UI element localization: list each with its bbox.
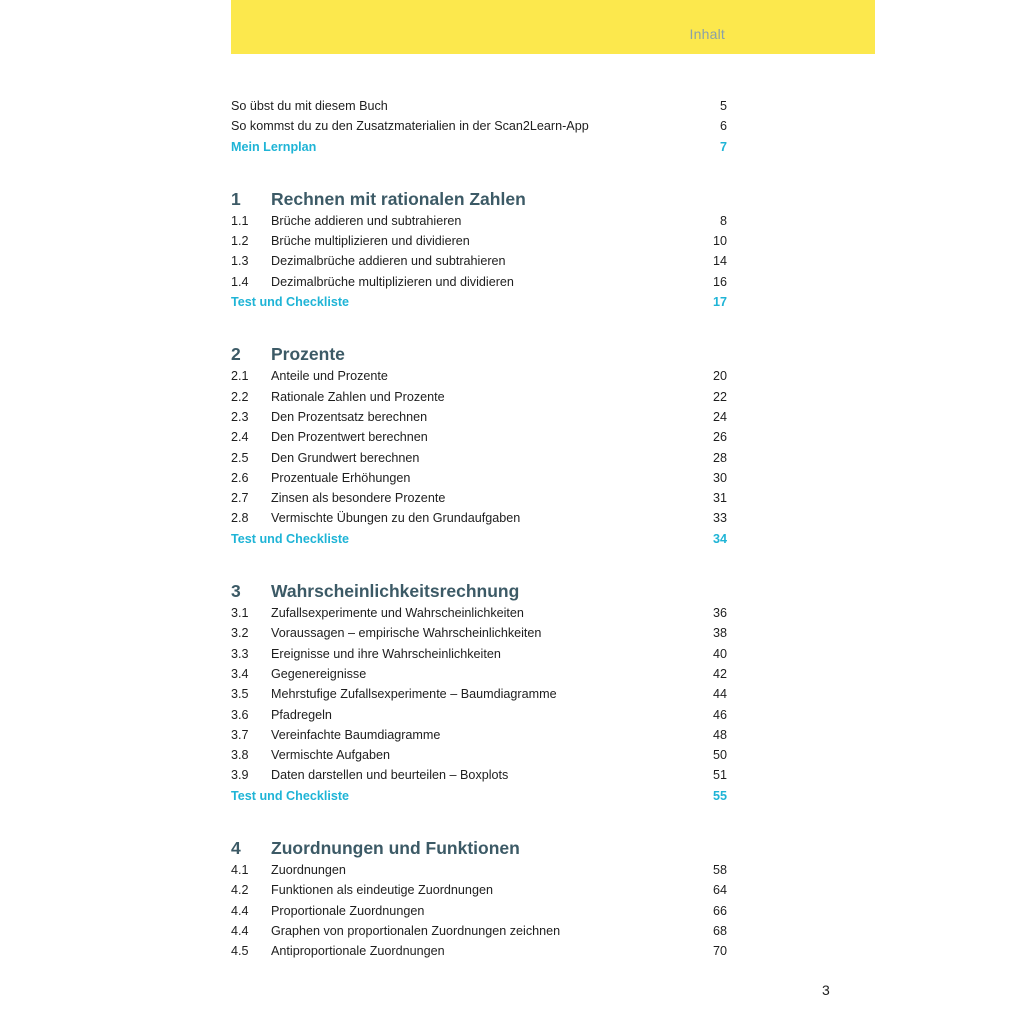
toc-entry-page: 14 xyxy=(712,254,727,269)
toc-entry-number: 3.2 xyxy=(231,626,249,641)
toc-entry-page: 16 xyxy=(712,274,727,289)
toc-entry-title: Dezimalbrüche multiplizieren und dividieren xyxy=(271,274,514,289)
toc-entry-number: 4.2 xyxy=(231,883,249,898)
toc-entry-page: 31 xyxy=(712,491,727,506)
toc-entry-number: 4.1 xyxy=(231,863,249,878)
toc-entry-page: 64 xyxy=(712,883,727,898)
toc-entry-number: 2.8 xyxy=(231,511,249,526)
toc-entry-number: 2.3 xyxy=(231,409,249,424)
toc-entry-number: 4.4 xyxy=(231,923,249,938)
toc-entry-page: 44 xyxy=(712,687,727,702)
toc-entry-title: Zufallsexperimente und Wahrscheinlichkeiten xyxy=(271,606,524,621)
chapter-number: 2 xyxy=(231,344,241,365)
chapter-heading[interactable] xyxy=(231,342,727,366)
toc-intro-row-lernplan[interactable] xyxy=(231,137,727,157)
header-band xyxy=(231,0,875,54)
toc-entry[interactable] xyxy=(231,427,727,447)
toc-entry[interactable] xyxy=(231,448,727,468)
toc-entry-page: 22 xyxy=(712,389,727,404)
toc-entry[interactable] xyxy=(231,251,727,271)
toc-entry[interactable] xyxy=(231,603,727,623)
toc-entry-title: Gegenereignisse xyxy=(271,666,367,681)
toc-entry-page: 48 xyxy=(712,727,727,742)
toc-intro-row[interactable] xyxy=(231,116,727,136)
toc-entry-title: Mehrstufige Zufallsexperimente – Baumdiagramme xyxy=(271,687,557,702)
toc-entry[interactable] xyxy=(231,231,727,251)
toc-entry-page: 6 xyxy=(719,119,727,134)
toc-entry-title: Test und Checkliste xyxy=(231,788,350,803)
toc-entry-title: Den Prozentsatz berechnen xyxy=(271,409,428,424)
toc-entry-page: 36 xyxy=(712,606,727,621)
toc-entry-title: Mein Lernplan xyxy=(231,139,317,154)
toc-entry-number: 1.4 xyxy=(231,274,249,289)
toc-entry-page: 17 xyxy=(712,295,727,310)
toc-entry-number: 2.5 xyxy=(231,450,249,465)
toc-entry[interactable] xyxy=(231,366,727,386)
toc-entry-title: Pfadregeln xyxy=(271,707,332,722)
toc-entry[interactable] xyxy=(231,901,727,921)
toc-entry-page: 42 xyxy=(712,666,727,681)
chapter-number: 4 xyxy=(231,838,241,859)
toc-entry-page: 40 xyxy=(712,646,727,661)
toc-test-checklist[interactable] xyxy=(231,529,727,549)
toc-entry-title: Vereinfachte Baumdiagramme xyxy=(271,727,441,742)
toc-entry[interactable] xyxy=(231,725,727,745)
toc-test-checklist[interactable] xyxy=(231,786,727,806)
toc-entry-title: Antiproportionale Zuordnungen xyxy=(271,944,445,959)
toc-entry-title: Vermischte Übungen zu den Grundaufgaben xyxy=(271,511,521,526)
toc-entry-page: 5 xyxy=(719,99,727,113)
page-title: Inhalt xyxy=(689,26,725,42)
page-number: 3 xyxy=(822,982,830,998)
chapter-number: 3 xyxy=(231,581,241,602)
toc-entry-number: 3.9 xyxy=(231,768,249,783)
toc-entry-number: 4.4 xyxy=(231,903,249,918)
toc-entry-page: 34 xyxy=(712,531,727,546)
toc-entry-number: 4.5 xyxy=(231,944,249,959)
toc-entry-number: 2.1 xyxy=(231,369,249,384)
toc-entry-title: Prozentuale Erhöhungen xyxy=(271,470,411,485)
chapter-heading[interactable] xyxy=(231,579,727,603)
toc-entry[interactable] xyxy=(231,508,727,528)
toc-entry[interactable] xyxy=(231,745,727,765)
toc-entry-page: 7 xyxy=(719,139,727,154)
toc-entry-number: 3.8 xyxy=(231,748,249,763)
toc-entry-page: 66 xyxy=(712,903,727,918)
chapter-title: Wahrscheinlichkeitsrechnung xyxy=(271,581,520,602)
toc-entry[interactable] xyxy=(231,488,727,508)
toc-entry-page: 50 xyxy=(712,748,727,763)
toc-entry-title: Anteile und Prozente xyxy=(271,369,388,384)
toc-entry[interactable] xyxy=(231,860,727,880)
table-of-contents xyxy=(231,96,727,962)
toc-entry-page: 24 xyxy=(712,409,727,424)
toc-entry-page: 51 xyxy=(712,768,727,783)
toc-entry-page: 30 xyxy=(712,470,727,485)
toc-entry[interactable] xyxy=(231,921,727,941)
toc-entry-number: 2.7 xyxy=(231,491,249,506)
toc-entry-title: Den Prozentwert berechnen xyxy=(271,430,428,445)
toc-entry-title: Voraussagen – empirische Wahrscheinlichkeiten xyxy=(271,626,542,641)
toc-entry-number: 3.4 xyxy=(231,666,249,681)
toc-entry[interactable] xyxy=(231,705,727,725)
toc-entry-title: Den Grundwert berechnen xyxy=(271,450,420,465)
toc-entry[interactable] xyxy=(231,880,727,900)
toc-entry-title: Test und Checkliste xyxy=(231,295,350,310)
toc-entry-number: 3.1 xyxy=(231,606,249,621)
toc-entry-title: Dezimalbrüche addieren und subtrahieren xyxy=(271,254,506,269)
toc-entry-number: 3.7 xyxy=(231,727,249,742)
chapter-heading[interactable] xyxy=(231,836,727,860)
toc-entry-page: 70 xyxy=(712,944,727,959)
toc-entry[interactable] xyxy=(231,941,727,961)
toc-entry-title: Zinsen als besondere Prozente xyxy=(271,491,446,506)
toc-entry[interactable] xyxy=(231,684,727,704)
toc-entry-page: 26 xyxy=(712,430,727,445)
toc-intro-row[interactable] xyxy=(231,96,727,116)
chapter-title: Rechnen mit rationalen Zahlen xyxy=(271,188,526,209)
toc-entry-number: 2.6 xyxy=(231,470,249,485)
toc-entry[interactable] xyxy=(231,211,727,231)
chapter-heading[interactable] xyxy=(231,187,727,211)
toc-entry-page: 33 xyxy=(712,511,727,526)
toc-entry-title: Graphen von proportionalen Zuordnungen zeichnen xyxy=(271,923,561,938)
toc-test-checklist[interactable] xyxy=(231,292,727,312)
toc-entry[interactable] xyxy=(231,272,727,292)
toc-entry[interactable] xyxy=(231,407,727,427)
toc-entry-number: 3.3 xyxy=(231,646,249,661)
toc-entry-title: Proportionale Zuordnungen xyxy=(271,903,425,918)
toc-entry-title: Ereignisse und ihre Wahrscheinlichkeiten xyxy=(271,646,501,661)
chapter-number: 1 xyxy=(231,188,241,209)
toc-entry[interactable] xyxy=(231,623,727,643)
toc-entry[interactable] xyxy=(231,644,727,664)
toc-entry-number: 3.6 xyxy=(231,707,249,722)
toc-entry-number: 1.2 xyxy=(231,234,249,249)
toc-entry-number: 3.5 xyxy=(231,687,249,702)
toc-entry[interactable] xyxy=(231,387,727,407)
toc-entry-page: 46 xyxy=(712,707,727,722)
chapter-title: Zuordnungen und Funktionen xyxy=(271,838,520,859)
toc-entry-page: 8 xyxy=(719,213,727,228)
toc-entry-title: So übst du mit diesem Buch xyxy=(231,99,388,113)
toc-entry-title: Vermischte Aufgaben xyxy=(271,748,391,763)
toc-entry-page: 28 xyxy=(712,450,727,465)
toc-entry-page: 20 xyxy=(712,369,727,384)
toc-entry-title: Rationale Zahlen und Prozente xyxy=(271,389,445,404)
toc-entry-page: 68 xyxy=(712,923,727,938)
toc-entry-page: 55 xyxy=(712,788,727,803)
toc-entry[interactable] xyxy=(231,765,727,785)
toc-entry-page: 58 xyxy=(712,863,727,878)
toc-entry-page: 38 xyxy=(712,626,727,641)
toc-entry[interactable] xyxy=(231,468,727,488)
toc-entry-title: Zuordnungen xyxy=(271,863,346,878)
toc-entry-number: 2.4 xyxy=(231,430,249,445)
toc-entry[interactable] xyxy=(231,664,727,684)
toc-entry-title: Brüche multiplizieren und dividieren xyxy=(271,234,470,249)
toc-entry-number: 1.1 xyxy=(231,213,249,228)
toc-entry-title: Funktionen als eindeutige Zuordnungen xyxy=(271,883,493,898)
toc-entry-title: So kommst du zu den Zusatzmaterialien in der Scan2Learn-App xyxy=(231,119,589,134)
toc-entry-page: 10 xyxy=(712,234,727,249)
chapter-title: Prozente xyxy=(271,344,345,365)
toc-entry-number: 2.2 xyxy=(231,389,249,404)
toc-entry-title: Brüche addieren und subtrahieren xyxy=(271,213,462,228)
toc-entry-title: Test und Checkliste xyxy=(231,531,350,546)
toc-entry-title: Daten darstellen und beurteilen – Boxplots xyxy=(271,768,509,783)
toc-entry-number: 1.3 xyxy=(231,254,249,269)
